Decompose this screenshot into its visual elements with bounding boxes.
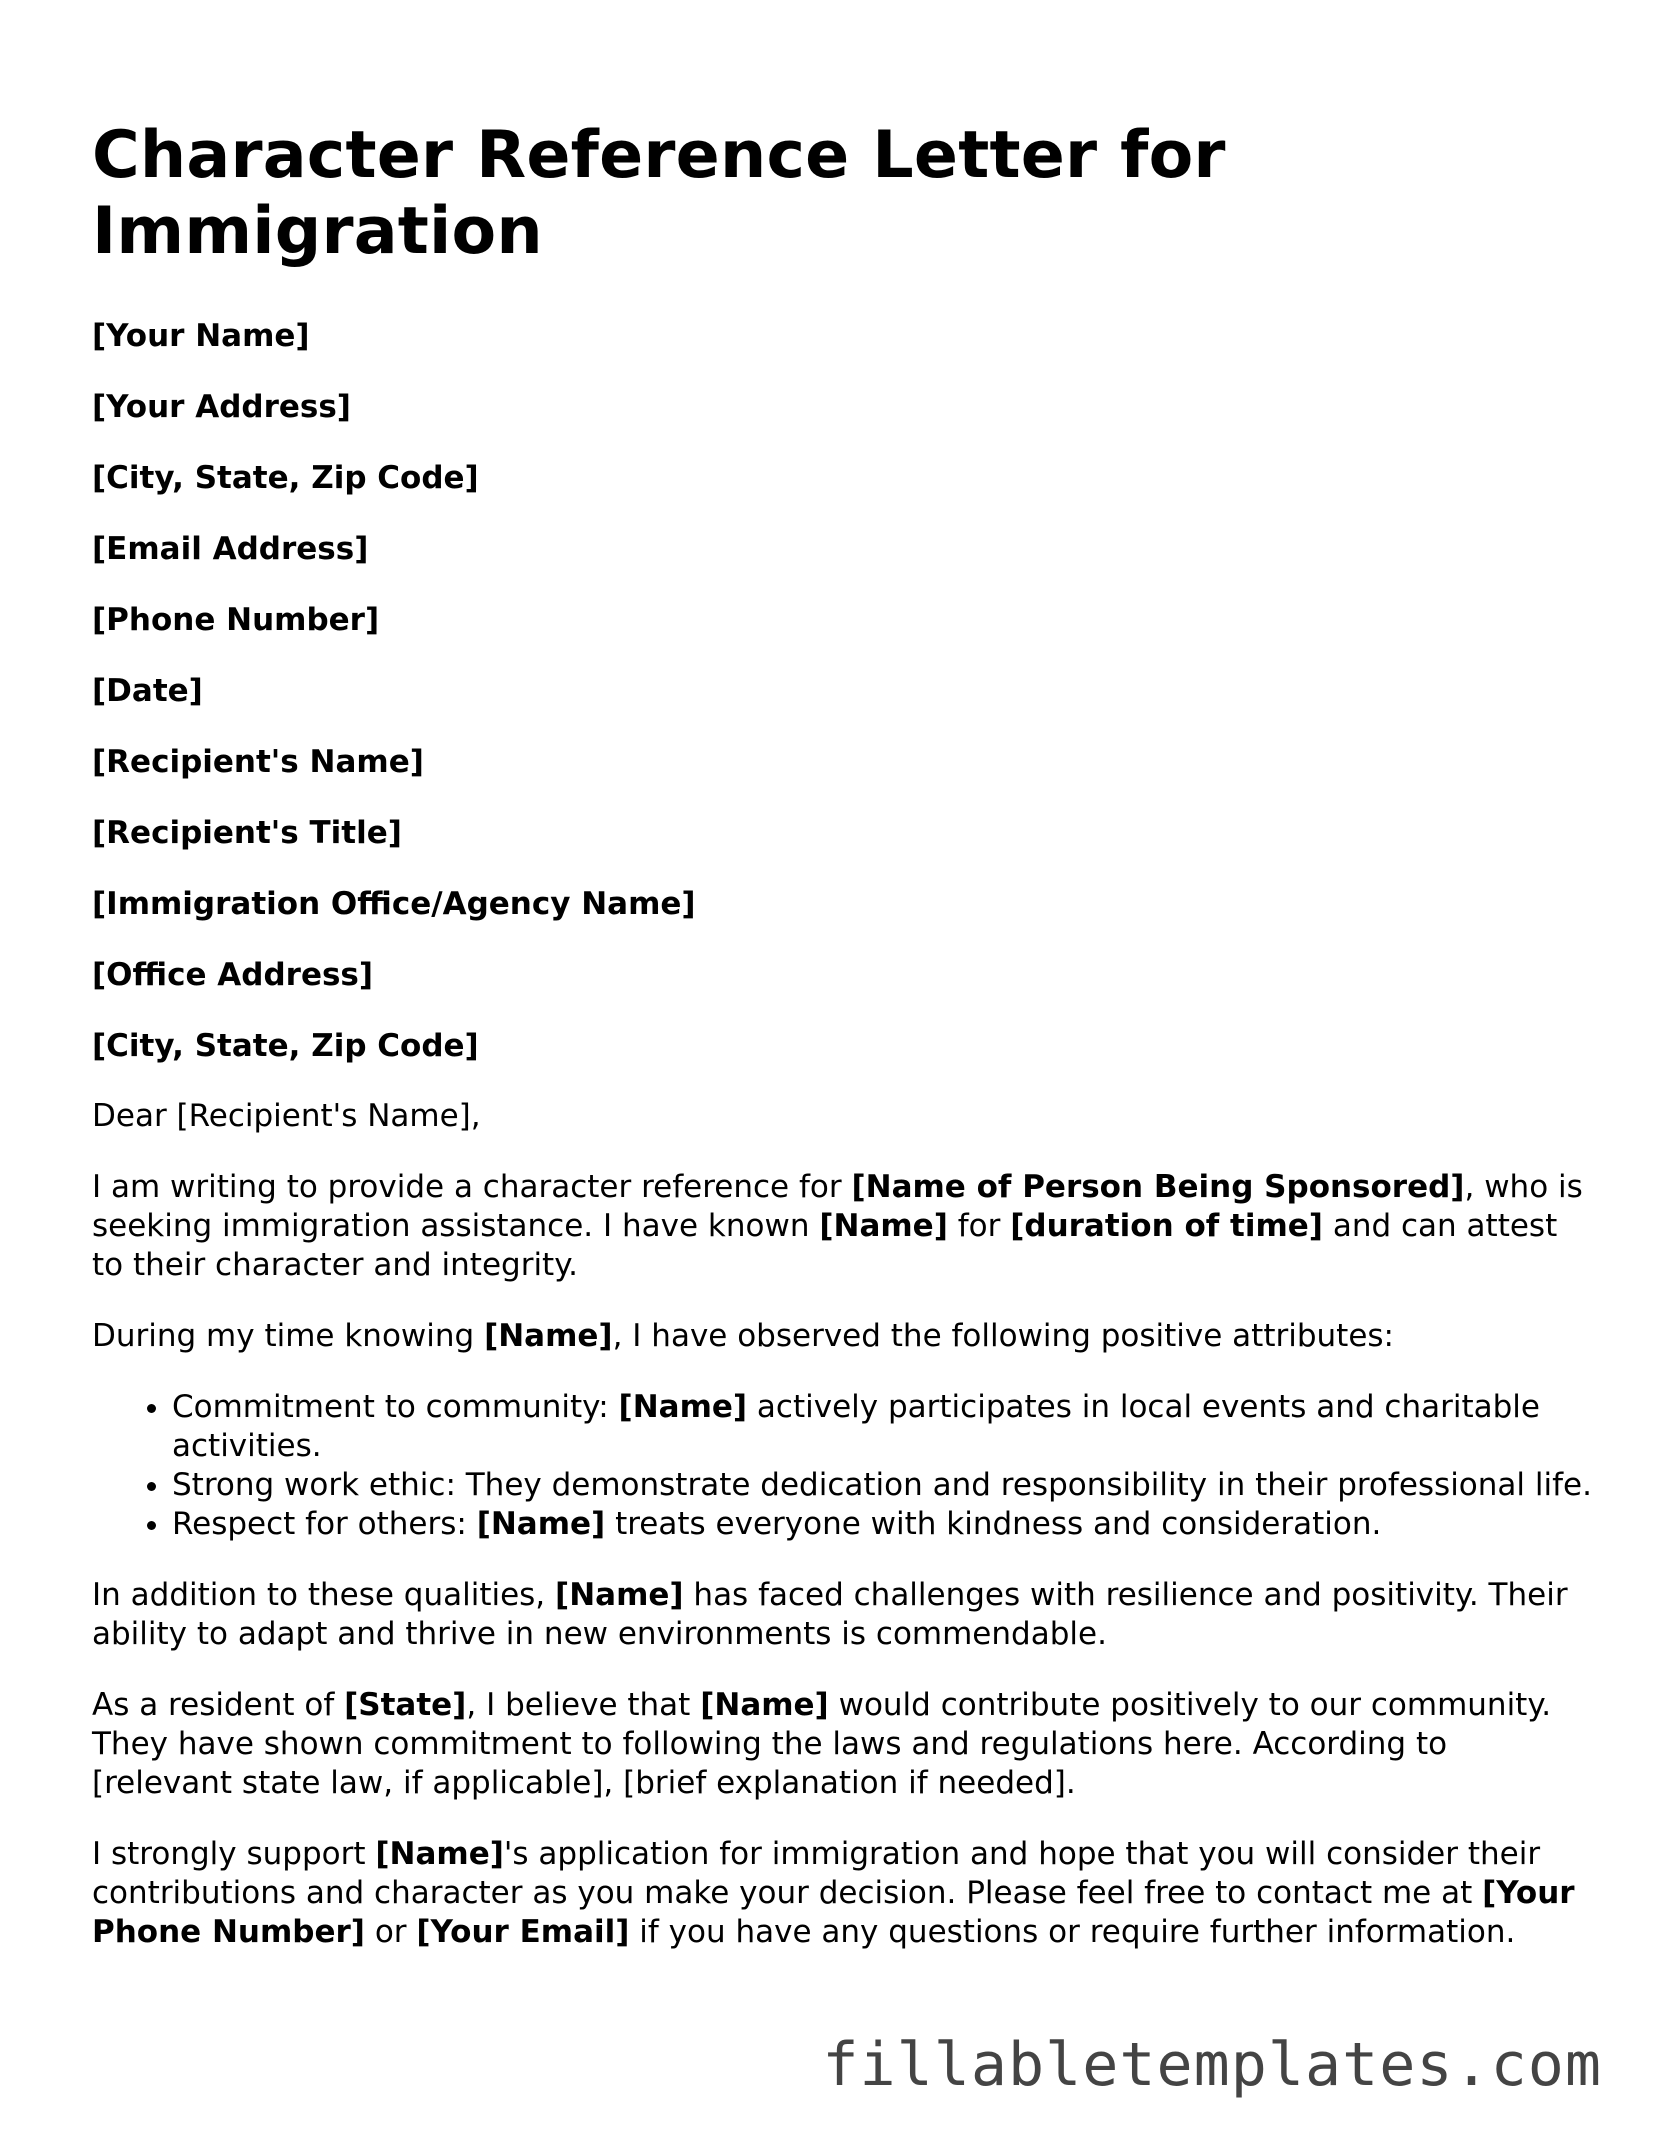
sender-email: [Email Address]	[92, 531, 369, 567]
sender-address: [Your Address]	[92, 389, 351, 425]
text-span: As a resident of	[92, 1687, 345, 1723]
text-span: if you have any questions or require further information.	[629, 1914, 1516, 1950]
text-span: I am writing to provide a character reference for	[92, 1169, 852, 1205]
intro-paragraph	[92, 1168, 1592, 1285]
text-span: Strong work ethic: They demonstrate dedication and responsibility in their professional life.	[172, 1467, 1592, 1503]
text-span: or	[364, 1914, 417, 1950]
text-span: During my time knowing	[92, 1318, 485, 1354]
document-title: Character Reference Letter for Immigration	[92, 118, 1226, 269]
office-city-state-zip: [City, State, Zip Code]	[92, 1028, 479, 1064]
attribute-item-community	[172, 1388, 1592, 1466]
sender-city-state-zip: [City, State, Zip Code]	[92, 460, 479, 496]
support-paragraph	[92, 1835, 1592, 1952]
attribute-item-respect	[172, 1505, 1592, 1544]
office-address: [Office Address]	[92, 957, 374, 993]
text-span: has faced challenges with resilience and positivity. Their ability to adapt and thrive in new environments is commendable.	[92, 1577, 1568, 1652]
letter-document	[92, 118, 1592, 1984]
text-span: I strongly support	[92, 1836, 376, 1872]
text-span: treats everyone with kindness and consideration.	[605, 1506, 1382, 1542]
placeholder-name: [Name]	[700, 1687, 829, 1723]
placeholder-name: [Name]	[555, 1577, 684, 1613]
attributes-list	[92, 1388, 1592, 1544]
salutation: Dear [Recipient's Name],	[92, 1098, 481, 1134]
text-span: , I believe that	[466, 1687, 701, 1723]
text-span: In addition to these qualities,	[92, 1577, 556, 1613]
text-span: and can attest to their character and integrity.	[92, 1208, 1558, 1283]
text-span: , I have observed the following positive attributes:	[612, 1318, 1394, 1354]
placeholder-name: [Name]	[476, 1506, 606, 1542]
address-block	[92, 316, 1592, 1066]
attributes-intro-paragraph	[92, 1317, 1592, 1356]
placeholder-state: [State]	[344, 1687, 467, 1723]
sender-name: [Your Name]	[92, 318, 310, 354]
agency-name: [Immigration Office/Agency Name]	[92, 886, 696, 922]
sender-phone: [Phone Number]	[92, 602, 380, 638]
text-span: 's application for immigration and hope that you will consider their contributions and character as you make your decision. Please feel free to contact me at	[92, 1836, 1541, 1911]
watermark-logo: fillabletemplates.com	[822, 2030, 1602, 2100]
placeholder-duration: [duration of time]	[1010, 1208, 1323, 1244]
placeholder-name: [Name]	[819, 1208, 948, 1244]
text-span: , who is seeking immigration assistance. I have known	[92, 1169, 1583, 1244]
residency-paragraph	[92, 1686, 1592, 1803]
text-span: Commitment to community:	[172, 1389, 619, 1425]
placeholder-name: [Name]	[484, 1318, 613, 1354]
placeholder-email: [Your Email]	[416, 1914, 630, 1950]
text-span: actively participates in local events and charitable activities.	[172, 1389, 1540, 1464]
recipient-name: [Recipient's Name]	[92, 744, 424, 780]
attribute-item-work-ethic	[172, 1466, 1592, 1505]
placeholder-sponsored-name: [Name of Person Being Sponsored]	[851, 1169, 1465, 1205]
qualities-paragraph	[92, 1576, 1592, 1654]
letter-date: [Date]	[92, 673, 203, 709]
text-span: would contribute positively to our community. They have shown commitment to following the laws and regulations here. According to [relevant state law, if applicable], [brief explanation if needed].	[92, 1687, 1552, 1801]
placeholder-name: [Name]	[375, 1836, 504, 1872]
placeholder-phone: [Your Phone Number]	[92, 1875, 1575, 1950]
placeholder-name: [Name]	[618, 1389, 748, 1425]
recipient-title: [Recipient's Title]	[92, 815, 402, 851]
text-span: Respect for others:	[172, 1506, 477, 1542]
text-span: for	[947, 1208, 1011, 1244]
